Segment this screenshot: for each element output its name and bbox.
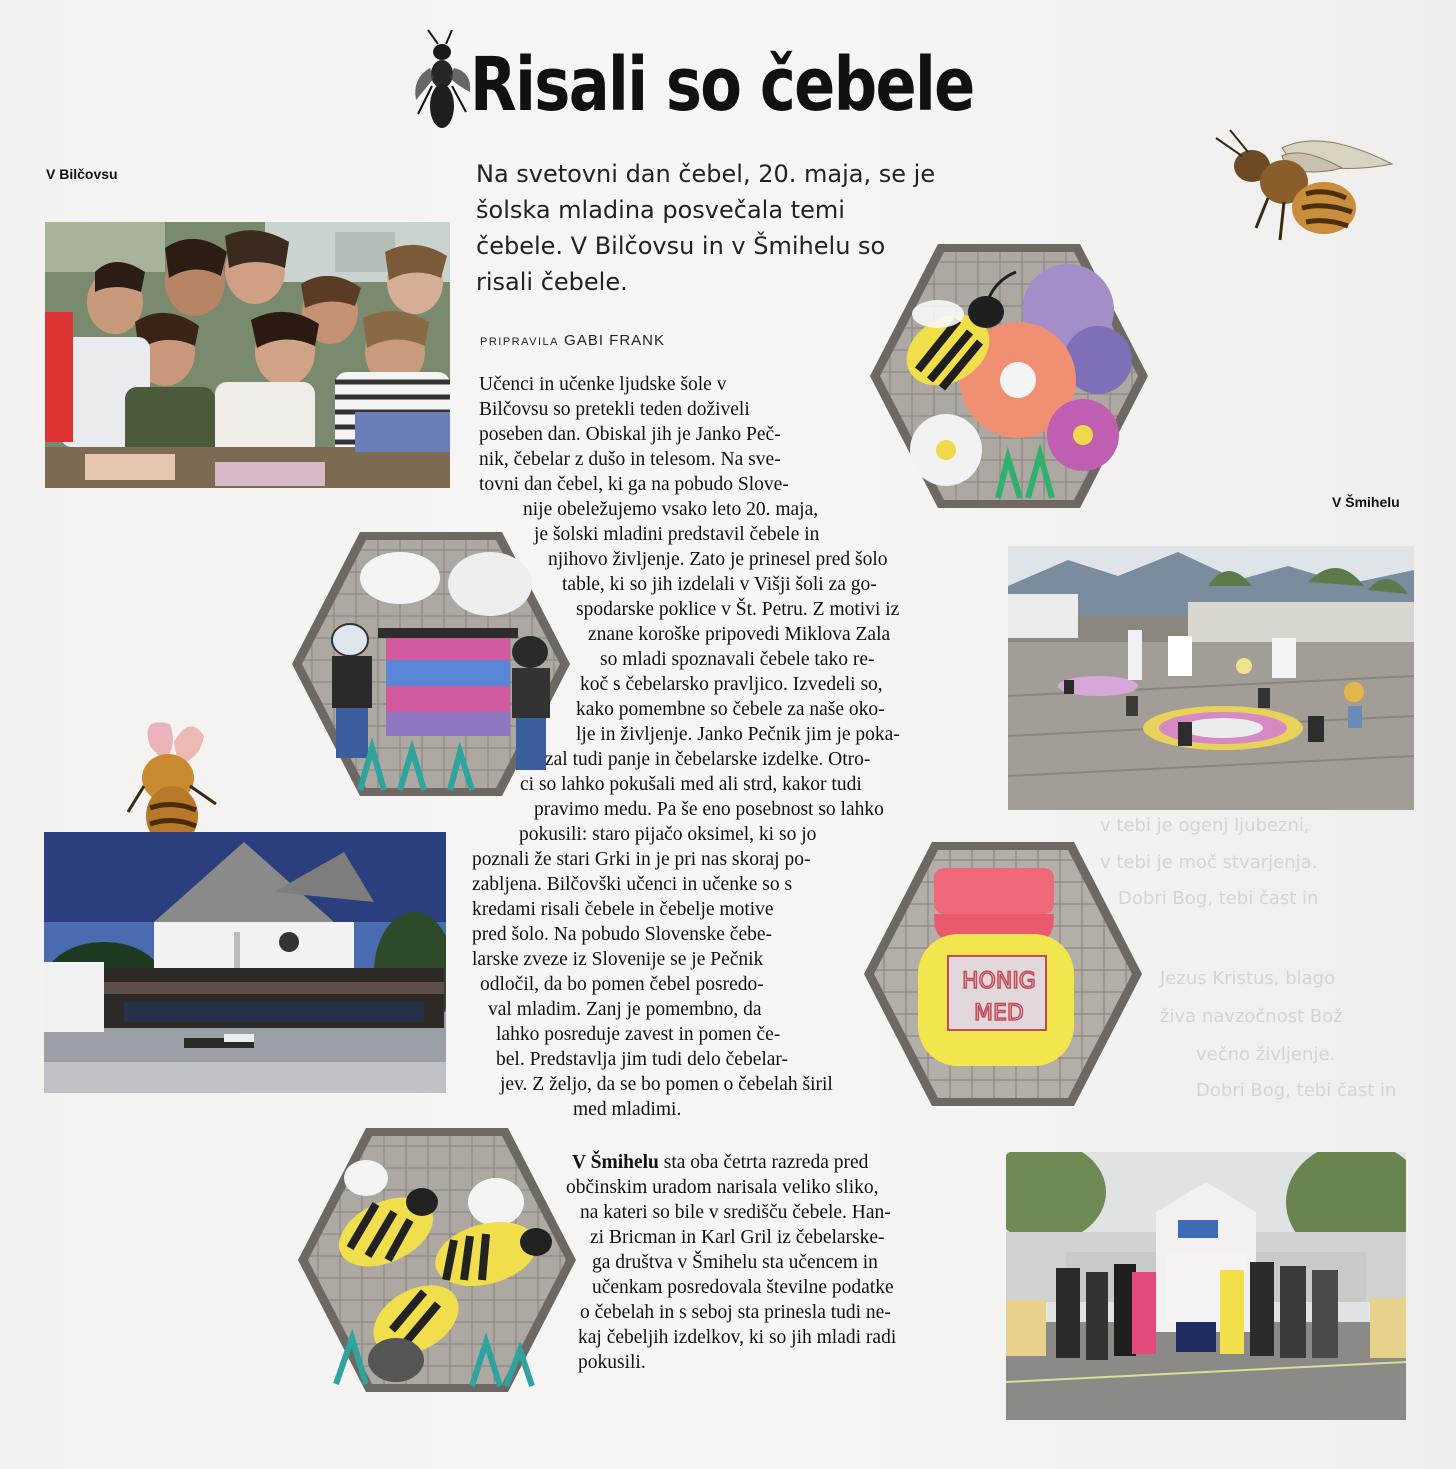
body-line: nije obeležujemo vsako leto 20. maja, [523,499,819,520]
body-line: kredami risali čebele in čebelje motive [472,899,774,920]
body-line: so mladi spoznavali čebele tako re- [600,649,875,670]
body-line: poseben dan. Obiskal jih je Janko Peč- [479,424,781,445]
chalk-drawing-bee-flowers [868,240,1150,512]
body-line: pokusili: staro pijačo oksimel, ki so jo [519,824,817,845]
show-through-line: Dobri Bog, tebi čast in [1118,888,1319,909]
photo-adults-smihel [1006,1152,1406,1420]
smihel-line: pokusili. [578,1352,646,1373]
body-line: njihovo življenje. Zato je prinesel pred šolo [548,549,888,570]
photo-children-bilcovs [45,222,450,488]
show-through-line: v tebi je ogenj ljubezni, [1100,815,1310,836]
body-line: odločil, da bo pomen čebel posredo- [480,974,764,995]
body-line: lahko posreduje zavest in pomen če- [496,1024,781,1045]
photo-chalk-drawing-smihel [1008,546,1414,810]
show-through-line: živa navzočnost Bož [1160,1006,1343,1027]
body-line: pred šolo. Na pobudo Slovenske čebe- [472,924,773,945]
body-line: Učenci in učenke ljudske šole v [479,374,727,395]
bee-icon [412,28,474,136]
body-line: nik, čebelar z dušo in telesom. Na sve- [479,449,781,470]
jar-label-bottom: MED [974,1001,1024,1026]
smihel-line [572,1150,868,1175]
byline-prefix: PRIPRAVILA [480,336,559,348]
body-line: poznali že stari Grki in je pri nas skoraj po- [472,849,811,870]
body-line: tovni dan čebel, ki ga na pobudo Slove- [479,474,789,495]
smihel-line: zi Bricman in Karl Gril iz čebelarske- [590,1227,885,1248]
body-line: zabljena. Bilčovški učenci in učenke so s [472,874,793,895]
body-line: table, ki so jih izdelali v Višji šoli za go- [562,574,877,595]
article-lead: Na svetovni dan čebel, 20. maja, se je šolska mladina posvečala temi čebele. V Bilčovsu in v Šmihelu so risali čebele. [476,160,936,296]
body-line: je šolski mladini predstavil čebele in [534,524,820,545]
show-through-line: Dobri Bog, tebi čast in [1196,1080,1397,1101]
body-line: bel. Predstavlja jim tudi delo čebelar- [496,1049,789,1070]
smihel-line-text: sta oba četrta razreda pred [658,1152,869,1173]
caption-smihel: V Šmihelu [1332,494,1400,510]
body-line: med mladimi. [573,1099,682,1120]
show-through-line: večno življenje. [1196,1044,1336,1065]
body-line: jev. Z željo, da se bo pomen o čebelah širil [500,1074,833,1095]
body-line: larske zveze iz Slovenije se je Pečnik [472,949,764,970]
body-line: kako pomembne so čebele za naše oko- [576,699,885,720]
chalk-drawing-honey-jar [862,838,1144,1110]
show-through-line: v tebi je moč stvarjenja. [1100,852,1318,873]
body-line: ci so lahko pokušali med ali strd, kakor tudi [520,774,862,795]
show-through-line: Jezus Kristus, blago [1160,968,1336,989]
body-line: lje in življenje. Janko Pečnik jim je poka- [576,724,900,745]
smihel-lead-bold: V Šmihelu [572,1152,659,1173]
body-line: Bilčovsu so pretekli teden doživeli [479,399,750,420]
smihel-line: o čebelah in s seboj sta prinesla tudi ne- [580,1302,891,1323]
smihel-line: učenkam posredovala številne podatke [592,1277,894,1298]
body-line: spodarske poklice v Št. Petru. Z motivi iz [576,599,900,620]
smihel-line: ga društva v Šmihelu sta učencem in [592,1252,878,1273]
body-line: val mladim. Zanj je pomembno, da [488,999,762,1020]
bee-icon [1212,128,1402,246]
body-line: pravimo medu. Pa še eno posebnost so lahko [534,799,884,820]
body-line: koč s čebelarsko pravljico. Izvedeli so, [580,674,883,695]
chalk-drawing-beehive [290,528,572,800]
photo-group-church [44,832,446,1093]
jar-label-top: HONIG [962,969,1036,994]
byline-author: GABI FRANK [564,332,666,349]
article-title: Risali so čebele [470,42,974,128]
body-line: znane koroške pripovedi Miklova Zala [588,624,891,645]
caption-bilcovs: V Bilčovsu [46,166,118,182]
body-line: zal tudi panje in čebelarske izdelke. Otro- [545,749,871,770]
chalk-drawing-three-bees [296,1124,578,1396]
byline [480,332,665,349]
smihel-line: na kateri so bile v središču čebele. Han- [580,1202,891,1223]
smihel-line: kaj čebeljih izdelkov, ki so jih mladi radi [578,1327,897,1348]
smihel-line: občinskim uradom narisala veliko sliko, [566,1177,879,1198]
